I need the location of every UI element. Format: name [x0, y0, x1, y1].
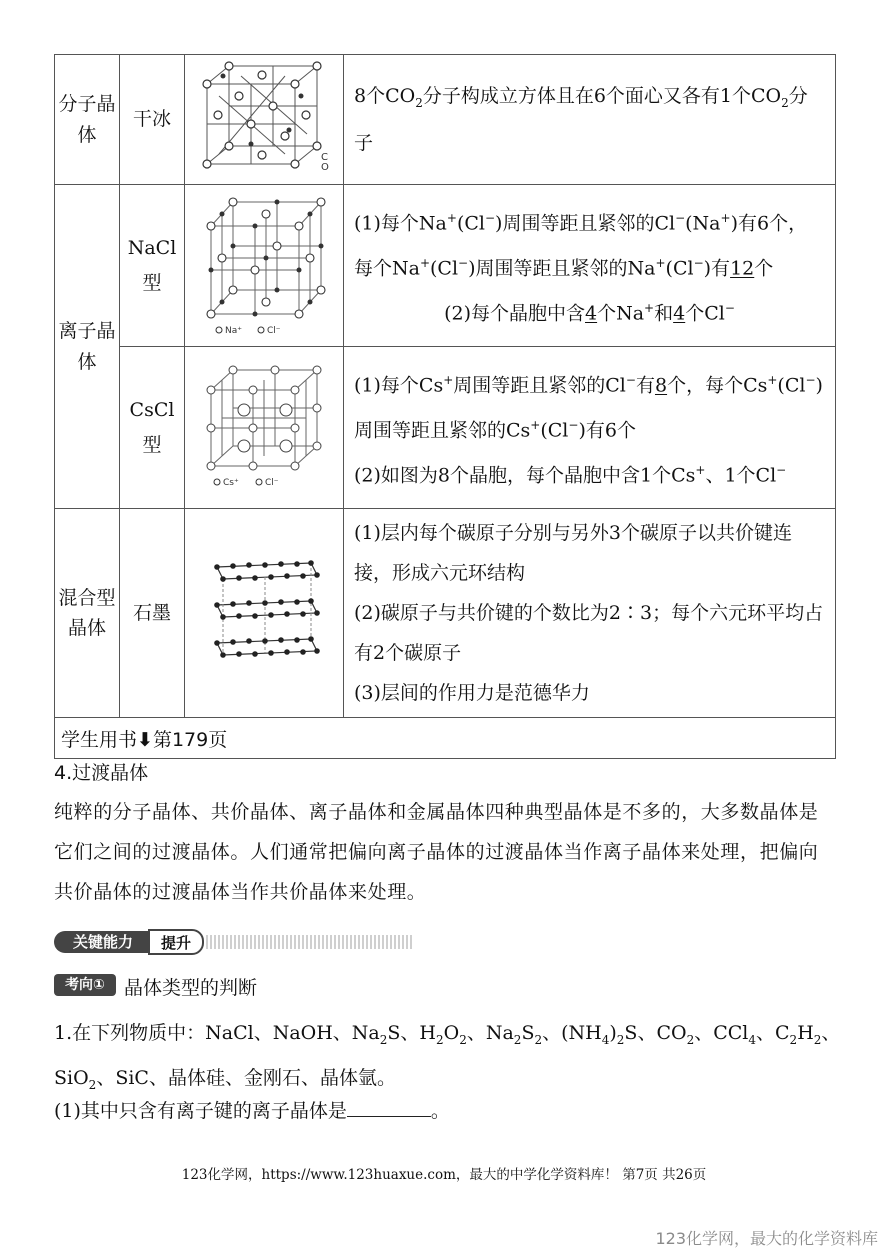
answer-value: 4: [673, 302, 686, 325]
topic-title: 晶体类型的判断: [124, 977, 258, 999]
table-row: [55, 509, 836, 718]
carbon-atoms: [214, 560, 320, 658]
banner-stripe: [206, 935, 414, 949]
student-book-reference: 学生用书⬇第179页: [55, 718, 836, 759]
answer-blank[interactable]: [347, 1098, 431, 1117]
nacl-diagram: [185, 185, 344, 347]
section-paragraph: 纯粹的分子晶体、共价晶体、离子晶体和金属晶体四种典型晶体是不多的，大多数晶体是它们之间的过渡晶体。人们通常把偏向离子晶体的过渡晶体当作离子晶体来处理，把偏向共价晶体的过渡晶体当作共价晶体来处理。: [54, 801, 819, 903]
answer-value: 8: [654, 373, 668, 396]
banner-tag: 提升: [148, 929, 204, 955]
answer-value: 12: [730, 257, 755, 280]
graphite-diagram: [185, 509, 344, 718]
table-row: [55, 347, 836, 509]
topic-badge: 考向①: [54, 974, 116, 996]
substance-cell: CsCl型: [120, 347, 185, 509]
category-cell: 混合型晶体: [55, 509, 120, 718]
category-cell: 分子晶体: [55, 55, 120, 185]
crystal-table: [54, 54, 836, 759]
section-heading: 4.过渡晶体: [54, 762, 149, 784]
dry-ice-description: 8个$CO_2$分子构成立方体且在6个面心又各有1个$CO_2$分子: [344, 55, 836, 185]
answer-value: 4: [585, 302, 598, 325]
svg-text:C: C: [321, 152, 328, 163]
nacl-description: (1)每个Na+(Cl−)周围等距且紧邻的Cl−(Na+)有6个，每个Na+(Cl−)周围等距且紧邻的Na+(Cl−)有12个 (2)每个晶胞中含4个Na+和4个Cl−: [344, 185, 836, 347]
question-1: 1.在下列物质中：NaCl、NaOH、$Na_2S$、$H_2O_2$、$Na_2S_2$、$(NH_4)_2S$、$CO_2$、CCl$_4$、$C_2H_2$、SiO$_2$、SiC、晶体硅、金刚石、晶体氩。: [54, 1022, 841, 1092]
legend-na: Na⁺: [225, 326, 242, 336]
cscl-description: (1)每个Cs+周围等距且紧邻的Cl−有8个，每个Cs+(Cl−)周围等距且紧邻的Cs+(Cl−)有6个 (2)如图为8个晶胞，每个晶胞中含1个Cs+、1个Cl−: [344, 347, 836, 509]
substance-cell: 石墨: [120, 509, 185, 718]
substance-cell: NaCl型: [120, 185, 185, 347]
legend-cl: Cl⁻: [267, 326, 281, 336]
question-1-part-1: (1)其中只含有离子键的离子晶体是 。: [54, 1100, 450, 1122]
table-footer-row: [55, 718, 836, 759]
page-footer: 123化学网，https://www.123huaxue.com，最大的中学化学资料库！ 第7页 共26页: [181, 1167, 707, 1183]
watermark: 123化学网，最大的化学资料库: [655, 1229, 878, 1248]
legend-cs: Cs⁺: [223, 478, 239, 488]
legend-cl: Cl⁻: [265, 478, 279, 488]
down-arrow-icon: ⬇: [137, 728, 153, 751]
banner-label: 关键能力: [54, 931, 152, 953]
dry-ice-diagram: [185, 55, 344, 185]
graphite-description: (1)层内每个碳原子分别与另外3个碳原子以共价键连接，形成六元环结构 (2)碳原子与共价键的个数比为2∶3；每个六元环平均占有2个碳原子 (3)层间的作用力是范德华力: [344, 509, 836, 718]
table-row: [55, 55, 836, 185]
cscl-diagram: [185, 347, 344, 509]
substance-cell: 干冰: [120, 55, 185, 185]
svg-text:O: O: [321, 162, 329, 173]
key-ability-banner: [54, 929, 414, 955]
table-row: [55, 185, 836, 347]
category-cell: 离子晶体: [55, 185, 120, 509]
